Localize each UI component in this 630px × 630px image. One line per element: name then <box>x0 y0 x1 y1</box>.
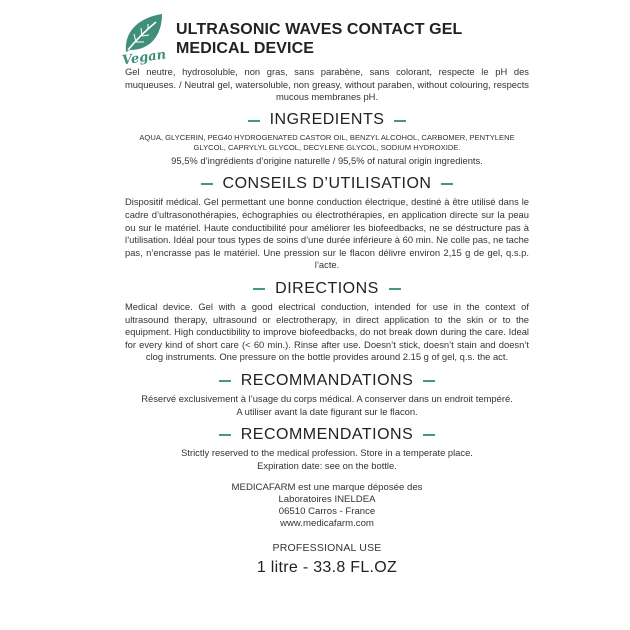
product-title-line2: MEDICAL DEVICE <box>176 40 315 57</box>
heading-dash-left <box>219 380 231 382</box>
recommendations-heading <box>125 425 529 445</box>
recommandations-heading <box>125 371 529 391</box>
label-header <box>118 12 618 70</box>
ingredients-origin: 95,5% d’ingrédients d’origine naturelle / 95,5% of natural origin ingredients. <box>171 154 483 166</box>
recommandations-title: RECOMMANDATIONS <box>240 371 414 389</box>
brand-line2: Laboratoires INELDEA <box>278 494 376 506</box>
intro-text: Gel neutre, hydrosoluble, non gras, sans parabène, sans colorant, respecte le pH des muqueuses. / Neutral gel, watersoluble, non greasy, without paraben, without colouring, respects mucous membranes pH. <box>125 66 529 103</box>
conseils-title: CONSEILS D’UTILISATION <box>222 175 432 193</box>
volume-label: 1 litre - 33.8 FL.OZ <box>256 558 398 576</box>
recommendations-line1: Strictly reserved to the medical profession. Store in a temperate place. <box>181 447 473 459</box>
brand-website: www.medicafarm.com <box>280 518 374 530</box>
heading-dash-right <box>423 380 435 382</box>
directions-text: Medical device. Gel with a good electrical conduction, intended for use in the context of ultrasound therapy, ultrasound or electrotherapy, in direct application to the skin or to the equipment. High conductibility to improve biofeedbacks, do not break down during the care. Ideal for every kind of short care (< 60 min.). Rinse after use. Doesn’t stick, doesn’t stain and doesn’t clog instruments. One pressure on the bottle provides around 2.15 g of gel, q.s. the act. <box>125 300 529 363</box>
label-body <box>125 66 529 574</box>
conseils-text: Dispositif médical. Gel permettant une bonne conduction électrique, destiné à être utilisé dans le cadre d’ultrasonothérapies, échographies ou électrothérapies, en application directe sur la peau ou sur le matériel. Haute conductibilité pour améliorer les biofeedbacks, ne se déstructure pas à l’utilisation. Idéal pour tous types de soins d’une durée inférieure à 60 min. Ne colle pas, ne tache pas, n’encrasse pas le matériel. Une pression sur le flacon délivre environ 2,15 g de gel, q.s.p. l’acte. <box>125 196 529 271</box>
ingredients-list: AQUA, GLYCERIN, PEG40 HYDROGENATED CASTOR OIL, BENZYL ALCOHOL, CARBOMER, PENTYLENE GLYCOL, CAPRYLYL GLYCOL, DECYLENE GLYCOL, SODIUM HYDROXIDE. <box>139 132 515 152</box>
product-title-line1: ULTRASONIC WAVES CONTACT GEL <box>176 21 463 38</box>
recommendations-line2: Expiration date: see on the bottle. <box>257 459 397 471</box>
directions-heading <box>125 279 529 299</box>
recommandations-line1: Réservé exclusivement à l’usage du corps médical. A conserver dans un endroit tempéré. <box>141 392 513 404</box>
heading-dash-left <box>248 120 260 122</box>
brand-block <box>125 482 529 530</box>
vegan-label: Vegan <box>121 47 167 69</box>
ingredients-heading <box>125 111 529 131</box>
brand-line1: MEDICAFARM est une marque déposée des <box>231 482 423 494</box>
heading-dash-right <box>441 183 453 185</box>
ingredients-title: INGREDIENTS <box>269 111 385 129</box>
heading-dash-left <box>253 288 265 290</box>
heading-dash-left <box>201 183 213 185</box>
directions-title: DIRECTIONS <box>275 279 379 297</box>
recommandations-line2: A utiliser avant la date figurant sur le flacon. <box>236 405 418 417</box>
brand-line3: 06510 Carros - France <box>278 506 376 518</box>
vegan-badge <box>118 12 168 70</box>
recommendations-title: RECOMMENDATIONS <box>240 425 414 443</box>
professional-use-label: PROFESSIONAL USE <box>272 542 382 555</box>
heading-dash-right <box>389 288 401 290</box>
conseils-heading <box>125 174 529 194</box>
heading-dash-left <box>219 434 231 436</box>
heading-dash-right <box>423 434 435 436</box>
heading-dash-right <box>394 120 406 122</box>
product-title <box>176 20 462 58</box>
